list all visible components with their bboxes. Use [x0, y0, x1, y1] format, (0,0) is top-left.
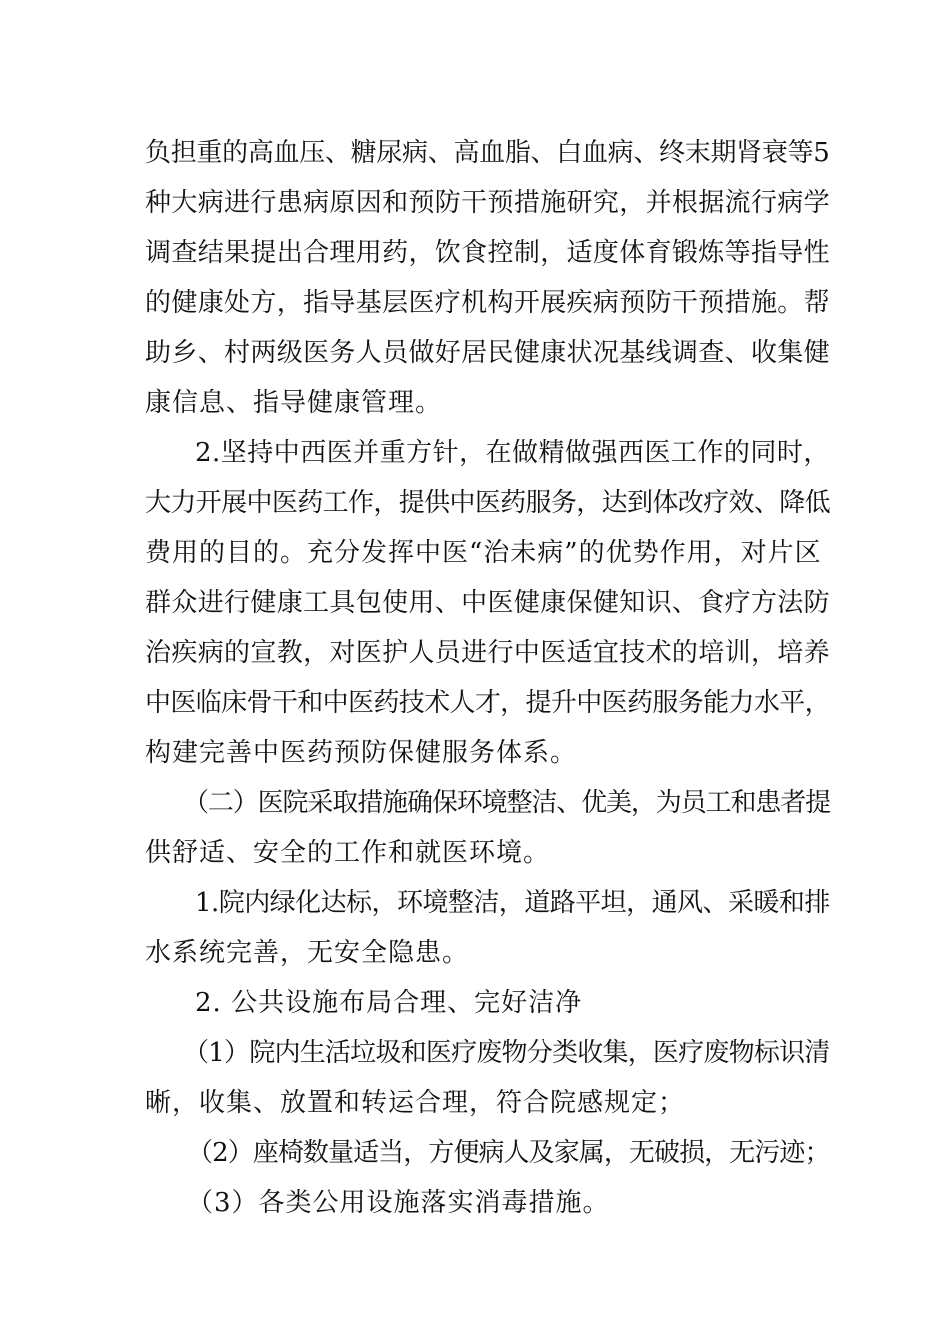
paragraph-line: 负担重的高血压、糖尿病、高血脂、白血病、终末期肾衰等5 [145, 138, 830, 168]
list-item-line: （1）院内生活垃圾和医疗废物分类收集，医疗废物标识清 [183, 1038, 830, 1068]
paragraph-line: 治疾病的宣教，对医护人员进行中医适宜技术的培训，培养 [145, 638, 831, 668]
paragraph-line: 2.坚持中西医并重方针，在做精做强西医工作的同时， [195, 438, 830, 468]
paragraph-line: 大力开展中医药工作，提供中医药服务，达到体改疗效、降低 [145, 488, 831, 518]
paragraph-line: 中医临床骨干和中医药技术人才，提升中医药服务能力水平， [145, 688, 831, 718]
subheading-line: 2. 公共设施布局合理、完好洁净 [195, 988, 583, 1018]
paragraph-line: 助乡、村两级医务人员做好居民健康状况基线调查、收集健 [145, 338, 831, 368]
section-heading-line: （二）医院采取措施确保环境整洁、优美，为员工和患者提 [183, 788, 831, 818]
paragraph-line: 供舒适、安全的工作和就医环境。 [145, 838, 551, 868]
paragraph-line: 水系统完善，无安全隐患。 [145, 938, 470, 968]
list-item-line: （2）座椅数量适当，方便病人及家属，无破损，无污迹； [187, 1138, 830, 1168]
paragraph-line: 的健康处方，指导基层医疗机构开展疾病预防干预措施。帮 [145, 288, 831, 318]
paragraph-line: 费用的目的。充分发挥中医“治未病”的优势作用，对片区 [145, 538, 822, 568]
paragraph-line: 晰，收集、放置和转运合理，符合院感规定； [145, 1088, 686, 1118]
paragraph-line: 构建完善中医药预防保健服务体系。 [145, 738, 578, 768]
paragraph-line: 种大病进行患病原因和预防干预措施研究，并根据流行病学 [145, 188, 831, 218]
list-item-line: （3）各类公用设施落实消毒措施。 [187, 1188, 610, 1218]
paragraph-line: 群众进行健康工具包使用、中医健康保健知识、食疗方法防 [145, 588, 831, 618]
paragraph-line: 康信息、指导健康管理。 [145, 388, 443, 418]
paragraph-line: 1.院内绿化达标，环境整洁，道路平坦，通风、采暖和排 [195, 888, 830, 918]
paragraph-line: 调查结果提出合理用药，饮食控制，适度体育锻炼等指导性 [145, 238, 831, 268]
